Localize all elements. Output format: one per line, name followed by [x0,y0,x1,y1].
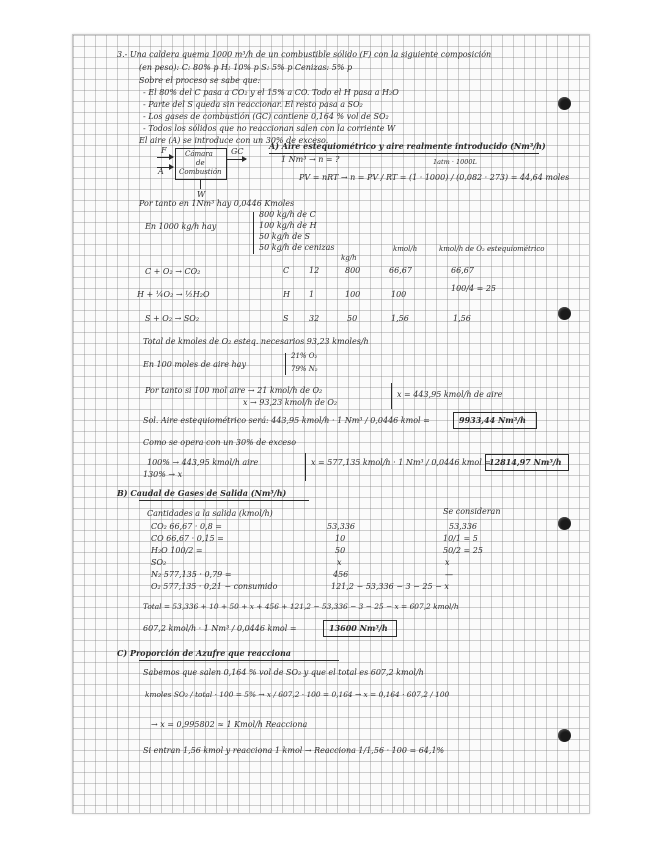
comp-label: En 1000 kg/h hay [145,222,217,231]
row-c-o2: 66,67 [451,266,474,275]
table-head-o2: kmol/h de O₂ estequiométrico [439,245,545,253]
row-s-el: S [283,314,289,323]
row-h-pm: 1 [309,290,315,299]
air-n2: 79% N₂ [291,365,318,373]
b-row-co2-b: 53,336 [327,522,355,531]
comp-brace [253,212,254,254]
row-h-kmol: 100 [391,290,407,299]
b-row-h2o-b: 50 [335,546,346,555]
b-row-co-c: 10/1 = 5 [443,534,478,543]
exceso-2: 130% → x [143,470,183,479]
part-b-head2: Se consideran [443,507,501,516]
b-row-so2-a: SO₂ [151,558,167,567]
feed-arrow [157,157,173,158]
part-c-line-4: Si entran 1,56 kmol y reacciona 1 kmol → Reacciona 1/1,56 · 100 = 64,1% [143,746,445,755]
b-result: 13600 Nm³/h [329,623,388,633]
part-a-factor: 1atm · 1000L [433,158,477,166]
problem-line-1: 3.- Una caldera quema 1000 m³/h de un combustible sólido (F) con la siguiente composición [117,50,492,59]
row-s-kmol: 1,56 [391,314,409,323]
table-head-kmol: kmol/h [393,245,418,253]
box-label-2: de [196,159,205,167]
air-brace [285,353,286,375]
b-row-co2-a: CO₂ 66,67 · 0,8 = [151,522,222,531]
row-c-kmol: 66,67 [389,266,412,275]
comp-4: 50 kg/h de cenizas [259,243,335,252]
table-head-kg: kg/h [341,254,357,262]
part-c-line-3: → x = 0,995802 ≈ 1 Kmol/h Reacciona [151,720,308,729]
b-row-h2o-c: 50/2 = 25 [443,546,483,555]
gc-arrow [226,159,246,160]
part-a-por-tanto: Por tanto en 1Nm³ hay 0,0446 Kmoles [139,199,295,208]
b-row-n2-b: 456 [333,570,349,579]
row-c-el: C [283,266,290,275]
feed-label: F [161,146,167,155]
part-a-gas-law: PV = nRT → n = PV / RT = (1 · 1000) / (0,082 · 273) = 44,64 moles [299,173,570,182]
b-total: Total = 53,336 + 10 + 50 + x + 456 + 121,2 − 53,336 − 3 − 25 − x = 607,2 kmol/h [143,602,459,611]
problem-line-8: El aire (A) se introduce con un 30% de exceso. [139,136,329,145]
b-row-o2-b: 121,2 − 53,336 − 3 − 25 − x [331,582,449,591]
part-b-underline [139,500,309,501]
problem-line-2: (en peso): C: 80% p H: 10% p S: 5% p Cenizas: 5% p [139,63,353,72]
b-row-h2o-a: H₂O 100/2 = [151,546,203,555]
part-b-title: B) Caudal de Gases de Salida (Nm³/h) [117,488,287,498]
b-row-n2-a: N₂ 577,135 · 0,79 = [151,570,232,579]
punch-hole-2 [558,307,571,320]
problem-line-3: Sobre el proceso se sabe que: [139,76,261,85]
part-a-nm3: 1 Nm³ → n = ? [281,155,340,164]
row-c-rxn: C + O₂ → CO₂ [145,267,201,276]
b-row-co-a: CO 66,67 · 0,15 = [151,534,224,543]
problem-line-5: - Parte del S queda sin reaccionar. El resto pasa a SO₂ [143,100,363,109]
air-arrow [157,167,173,168]
exceso-divider [305,453,306,481]
b-row-co-b: 10 [335,534,346,543]
box-label-3: Combustión [179,168,222,176]
esteq-result: 9933,44 Nm³/h [459,415,526,425]
air-label: A [158,167,164,176]
punch-hole-4 [558,729,571,742]
row-s-o2: 1,56 [453,314,471,323]
b-row-n2-c: — [445,570,453,579]
part-c-line-2: kmoles SO₂ / total · 100 = 5% → x / 607,2 · 100 = 0,164 → x = 0,164 · 607,2 / 100 [145,690,450,699]
b-row-so2-b: x [337,558,342,567]
exceso-result-value: 12814,97 Nm³/h [489,457,562,467]
part-a-underline [269,153,539,154]
gc-label: GC [231,147,244,156]
air-o2: 21% O₂ [291,352,318,360]
part-c-title: C) Proporción de Azufre que reacciona [117,648,291,658]
row-h-kg: 100 [345,290,361,299]
prop-divider [391,383,392,409]
air-comp: En 100 moles de aire hay [143,360,246,369]
problem-line-7: - Todos los sólidos que no reaccionan salen con la corriente W [143,124,396,133]
b-row-co2-c: 53,336 [449,522,477,531]
b-row-o2-a: O₂ 577,135 · 0,21 − consumido [151,582,278,591]
prop-line-2: x → 93,23 kmol/h de O₂ [243,398,338,407]
part-a-title: A) Aire estequiométrico y aire realmente introducido (Nm³/h) [269,141,546,151]
w-label: W [197,190,206,199]
row-s-rxn: S + O₂ → SO₂ [145,314,200,323]
row-c-kg: 800 [345,266,361,275]
esteq-line: Sol. Aire estequiométrico será: 443,95 kmol/h · 1 Nm³ / 0,0446 kmol = [143,416,430,425]
row-h-o2: 100/4 = 25 [451,284,497,293]
b-row-so2-c: x [445,558,450,567]
row-s-pm: 32 [309,314,320,323]
total-o2: Total de kmoles de O₂ esteq. necesarios 93,23 kmoles/h [143,337,369,346]
punch-hole-3 [558,517,571,530]
comp-1: 800 kg/h de C [259,210,316,219]
punch-hole-1 [558,97,571,110]
comp-3: 50 kg/h de S [259,232,310,241]
box-label-1: Cámara [185,150,213,158]
row-c-pm: 12 [309,266,320,275]
w-line [200,179,201,189]
b-conv: 607,2 kmol/h · 1 Nm³ / 0,0446 kmol = [143,624,297,633]
exceso-1: 100% → 443,95 kmol/h aire [147,458,259,467]
exceso-result: x = 577,135 kmol/h · 1 Nm³ / 0,0446 kmol = [311,458,492,467]
part-c-line-1: Sabemos que salen 0,164 % vol de SO₂ y que el total es 607,2 kmol/h [143,668,424,677]
row-h-el: H [283,290,290,299]
prop-result: x = 443,95 kmol/h de aire [397,390,503,399]
prop-line-1: Por tanto si 100 mol aire → 21 kmol/h de O₂ [145,386,323,395]
notebook-page [72,34,590,814]
part-b-head: Cantidades a la salida (kmol/h) [147,509,273,518]
row-s-kg: 50 [347,314,358,323]
part-c-underline [139,660,339,661]
problem-line-4: - El 80% del C pasa a CO₂ y el 15% a CO. Todo el H pasa a H₂O [143,88,399,97]
exceso-line: Como se opera con un 30% de exceso [143,438,297,447]
problem-line-6: - Los gases de combustión (GC) contiene 0,164 % vol de SO₂ [143,112,389,121]
comp-2: 100 kg/h de H [259,221,317,230]
row-h-rxn: H + ¼O₂ → ½H₂O [137,290,210,299]
